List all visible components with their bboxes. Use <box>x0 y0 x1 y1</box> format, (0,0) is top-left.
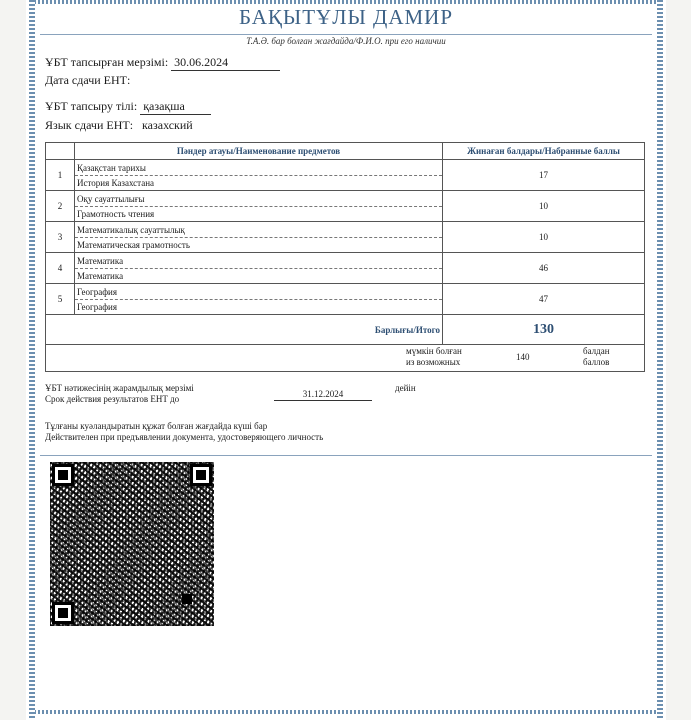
row-subject <box>75 284 443 315</box>
max-score-unit <box>583 346 610 368</box>
certificate-sheet <box>26 0 666 720</box>
header-number <box>46 143 75 160</box>
max-score-label <box>406 346 506 368</box>
row-score: 17 <box>443 160 645 191</box>
row-score: 10 <box>443 191 645 222</box>
table-row <box>46 191 645 222</box>
test-date-row-kz <box>45 55 280 71</box>
qr-finder-pattern <box>52 464 74 486</box>
row-score: 47 <box>443 284 645 315</box>
max-score-unit-kz: балдан <box>583 346 610 356</box>
subject-name-ru: География <box>77 301 117 312</box>
subject-name-kz: География <box>75 285 442 300</box>
validity-suffix: дейін <box>395 383 416 393</box>
test-language-value-kz: қазақша <box>140 99 211 115</box>
subject-name-ru: История Казахстана <box>77 177 155 188</box>
test-language-value-ru: казахский <box>142 118 193 132</box>
header-score: Жинаған балдары/Набранные баллы <box>443 143 645 160</box>
table-row <box>46 253 645 284</box>
max-score-label-ru: из возможных <box>406 357 461 367</box>
row-subject <box>75 253 443 284</box>
document-note-ru: Действителен при предъявлении документа, удостоверяющего личность <box>45 432 324 442</box>
table-header-row <box>46 143 645 160</box>
header-subject: Пәндер атауы/Наименование предметов <box>75 143 443 160</box>
name-divider <box>40 34 652 35</box>
max-score-value: 140 <box>516 352 530 362</box>
test-date-label-kz: ҰБТ тапсырған мерзімі: <box>45 55 169 69</box>
full-name: БАҚЫТҰЛЫ ДАМИР <box>238 5 454 29</box>
row-number: 2 <box>46 191 75 222</box>
validity-date: 31.12.2024 <box>274 389 372 401</box>
test-language-row-kz <box>45 99 211 115</box>
name-hint: Т.А.Ә. бар болған жағдайда/Ф.И.О. при его наличии <box>246 36 446 46</box>
validity-label-ru: Срок действия результатов ЕНТ до <box>45 394 180 404</box>
total-label: Барлығы/Итого <box>46 315 443 345</box>
section-divider <box>40 455 652 456</box>
table-row <box>46 222 645 253</box>
row-subject <box>75 160 443 191</box>
validity-label <box>45 383 194 405</box>
qr-code <box>50 462 214 626</box>
subject-name-kz: Математикалық сауаттылық <box>75 223 442 238</box>
max-score-label-kz: мүмкін болған <box>406 346 462 356</box>
test-language-label-kz: ҰБТ тапсыру тілі: <box>45 99 138 113</box>
row-number: 4 <box>46 253 75 284</box>
validity-label-kz: ҰБТ нәтижесінің жарамдылық мерзімі <box>45 383 194 393</box>
test-date-value: 30.06.2024 <box>171 55 280 71</box>
row-score: 10 <box>443 222 645 253</box>
subject-name-kz: Қазақстан тарихы <box>75 161 442 176</box>
max-score-row <box>46 345 645 372</box>
test-language-row-ru <box>45 118 193 133</box>
subject-name-ru: Математика <box>77 270 124 281</box>
document-note <box>45 421 323 443</box>
subjects-table <box>45 142 645 372</box>
subject-name-ru: Грамотность чтения <box>77 208 155 219</box>
max-score-cell <box>46 345 645 372</box>
row-number: 5 <box>46 284 75 315</box>
qr-finder-pattern <box>52 602 74 624</box>
row-number: 1 <box>46 160 75 191</box>
row-subject <box>75 222 443 253</box>
total-row <box>46 315 645 345</box>
row-number: 3 <box>46 222 75 253</box>
subject-name-ru: Математическая грамотность <box>77 239 190 250</box>
row-subject <box>75 191 443 222</box>
test-date-label-ru: Дата сдачи ЕНТ: <box>45 73 131 87</box>
table-row <box>46 160 645 191</box>
table-row <box>46 284 645 315</box>
test-language-label-ru: Язык сдачи ЕНТ: <box>45 118 134 132</box>
qr-finder-pattern <box>190 464 212 486</box>
row-score: 46 <box>443 253 645 284</box>
total-score: 130 <box>443 315 645 345</box>
subject-name-kz: Математика <box>75 254 442 269</box>
max-score-unit-ru: баллов <box>583 357 610 367</box>
document-note-kz: Тұлғаны куәландыратын құжат болған жағдайда күші бар <box>45 421 268 431</box>
qr-alignment-pattern <box>182 594 192 604</box>
subject-name-kz: Оқу сауаттылығы <box>75 192 442 207</box>
